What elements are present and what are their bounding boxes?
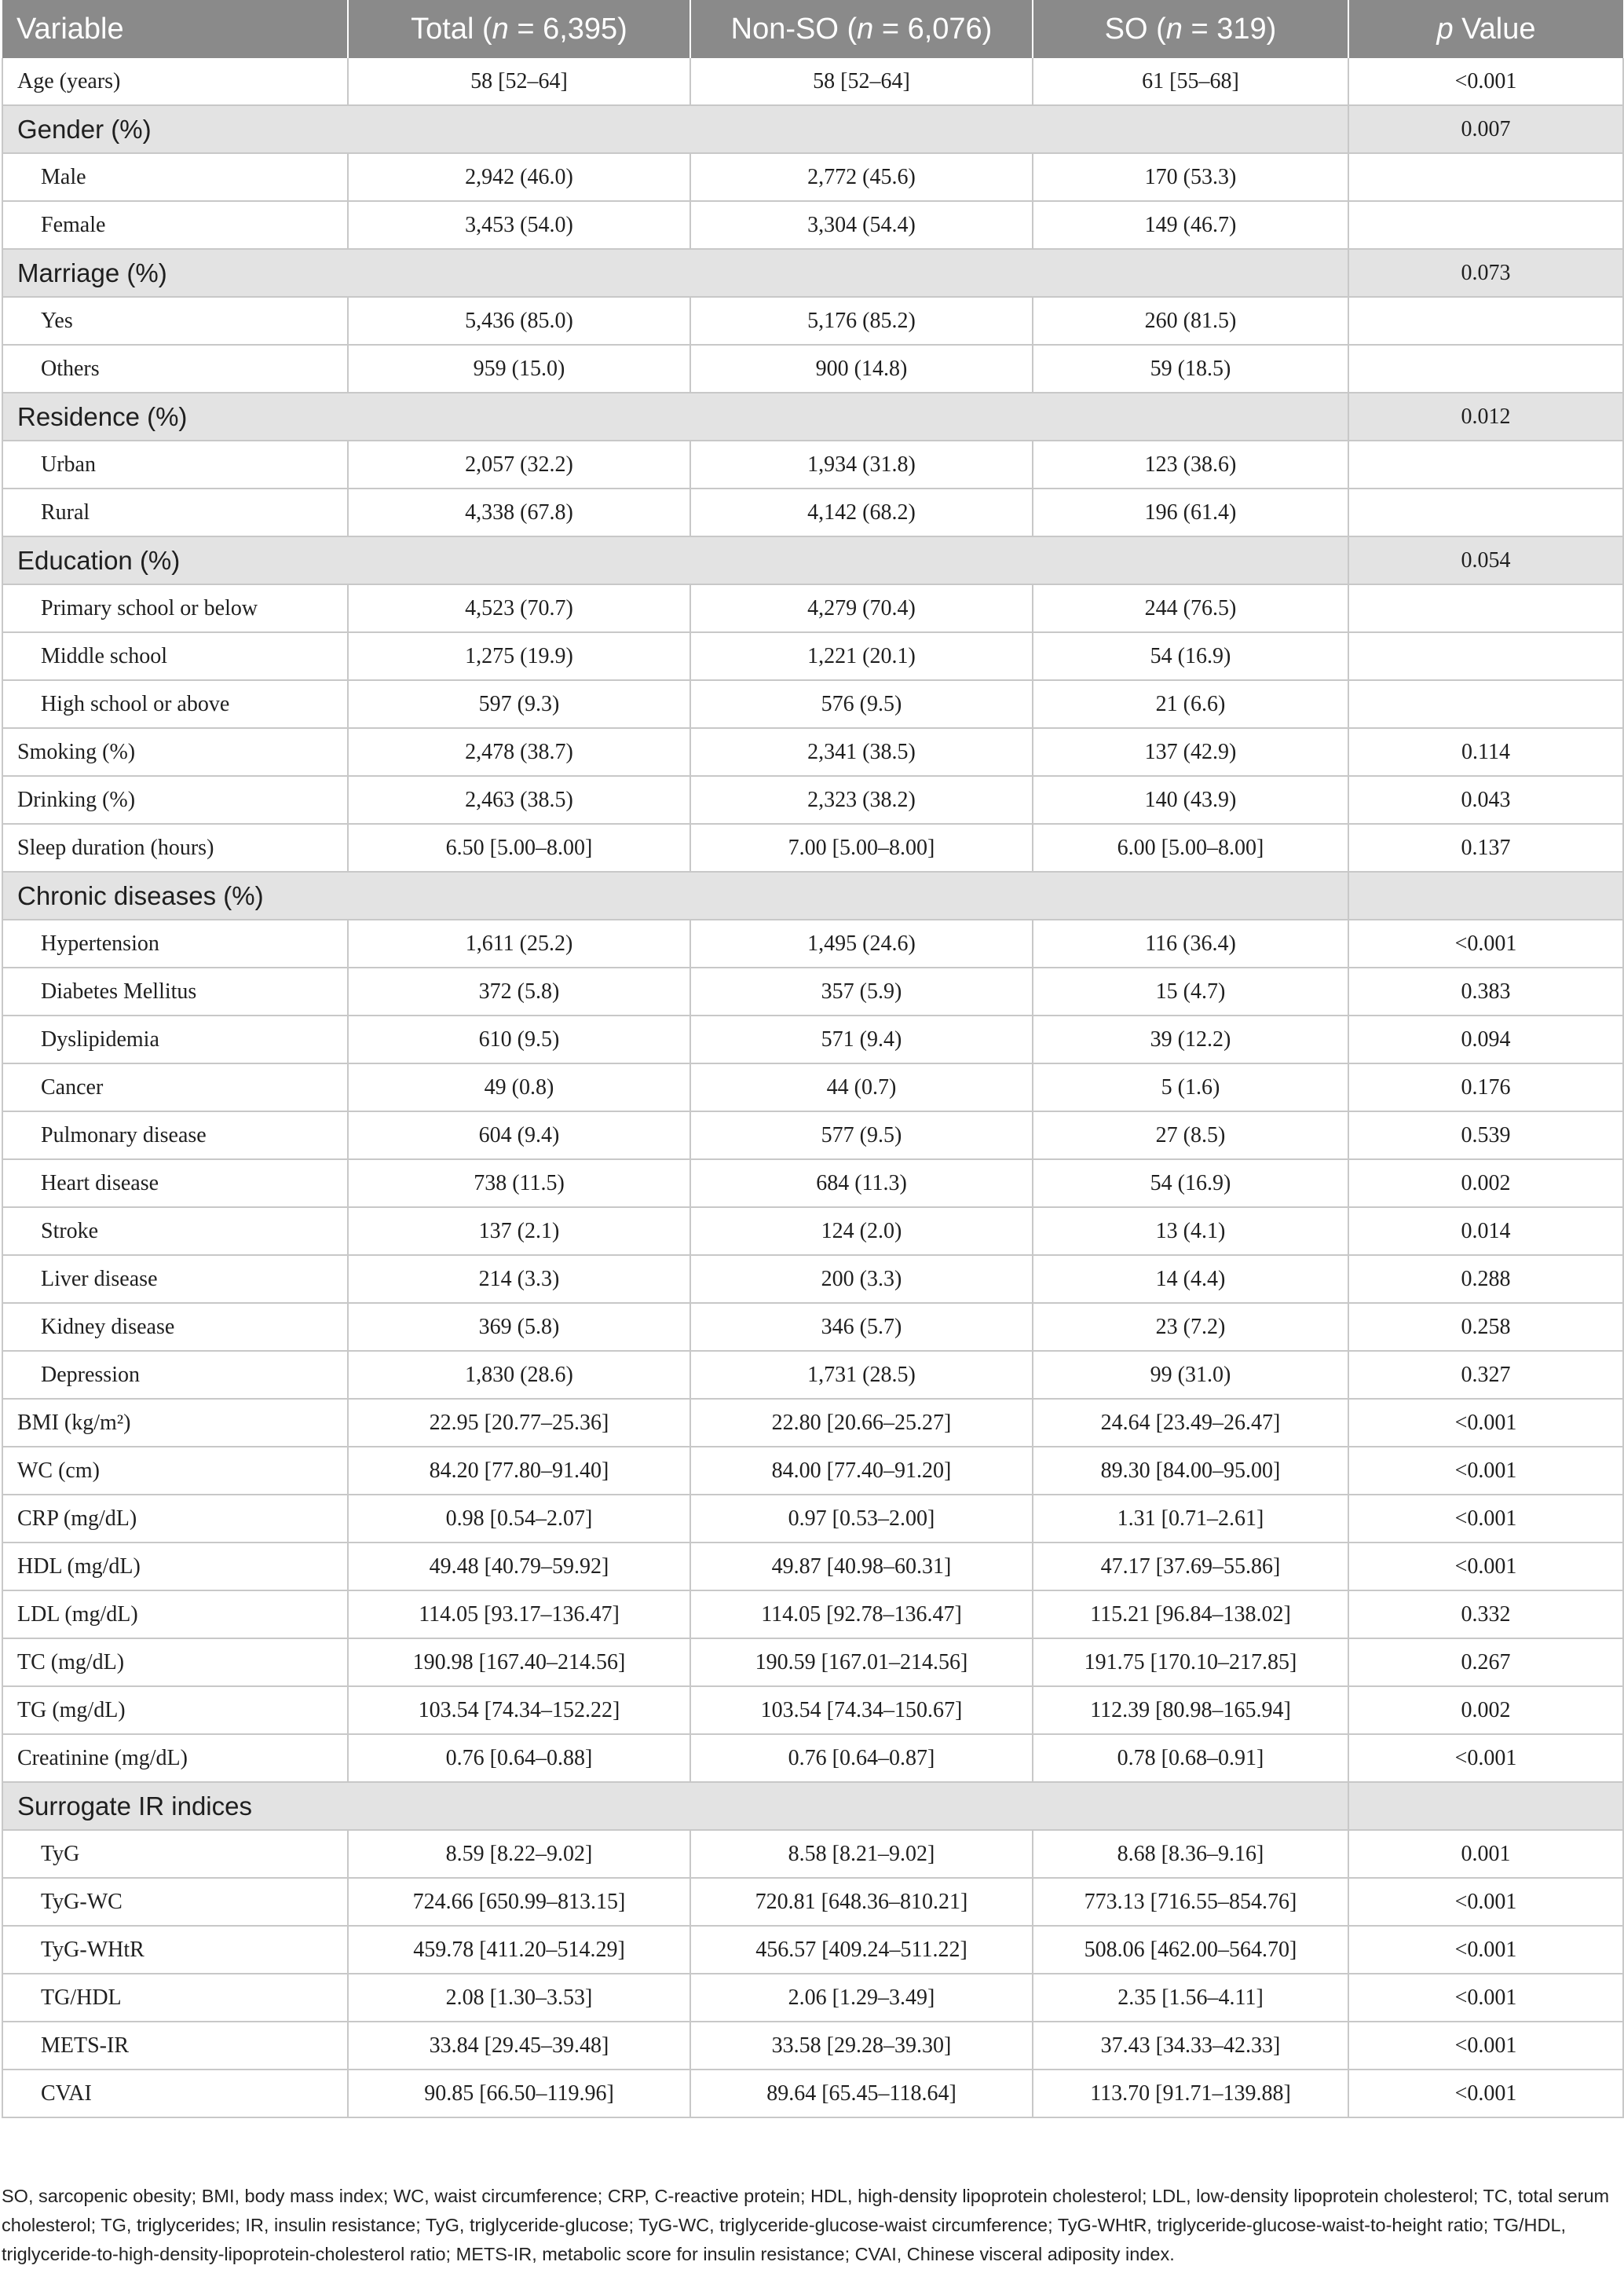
total-cell: 369 (5.8) bbox=[348, 1303, 690, 1351]
p-value-cell bbox=[1348, 584, 1623, 632]
table-row bbox=[2, 728, 1623, 776]
variable-cell: Diabetes Mellitus bbox=[2, 968, 348, 1016]
so-cell: 260 (81.5) bbox=[1033, 297, 1348, 345]
non-so-cell: 22.80 [20.66–25.27] bbox=[690, 1399, 1033, 1447]
table-row bbox=[2, 201, 1623, 249]
total-cell: 2,942 (46.0) bbox=[348, 153, 690, 201]
p-value-cell: 0.002 bbox=[1348, 1159, 1623, 1207]
non-so-cell: 0.76 [0.64–0.87] bbox=[690, 1734, 1033, 1782]
p-value-cell: 0.114 bbox=[1348, 728, 1623, 776]
table-row bbox=[2, 1495, 1623, 1543]
non-so-cell: 576 (9.5) bbox=[690, 680, 1033, 728]
p-value-cell bbox=[1348, 201, 1623, 249]
p-value-cell: <0.001 bbox=[1348, 1495, 1623, 1543]
total-cell: 610 (9.5) bbox=[348, 1016, 690, 1063]
table-row bbox=[2, 1686, 1623, 1734]
non-so-cell: 2,341 (38.5) bbox=[690, 728, 1033, 776]
header-p-value: p Value bbox=[1348, 0, 1623, 58]
total-cell: 2,463 (38.5) bbox=[348, 776, 690, 824]
p-value-cell: 0.539 bbox=[1348, 1111, 1623, 1159]
p-value-cell bbox=[1348, 680, 1623, 728]
table-row bbox=[2, 824, 1623, 872]
total-cell: 2.08 [1.30–3.53] bbox=[348, 1974, 690, 2022]
variable-cell: Yes bbox=[2, 297, 348, 345]
p-value-cell: 0.383 bbox=[1348, 968, 1623, 1016]
group-p-value: 0.073 bbox=[1348, 249, 1623, 297]
variable-cell: Cancer bbox=[2, 1063, 348, 1111]
so-cell: 508.06 [462.00–564.70] bbox=[1033, 1926, 1348, 1974]
non-so-cell: 5,176 (85.2) bbox=[690, 297, 1033, 345]
non-so-cell: 2,772 (45.6) bbox=[690, 153, 1033, 201]
variable-cell: HDL (mg/dL) bbox=[2, 1543, 348, 1590]
group-header-row bbox=[2, 872, 1623, 920]
header-total: Total (n = 6,395) bbox=[348, 0, 690, 58]
variable-cell: TG (mg/dL) bbox=[2, 1686, 348, 1734]
table-row bbox=[2, 1351, 1623, 1399]
total-cell: 2,057 (32.2) bbox=[348, 441, 690, 489]
variable-cell: Primary school or below bbox=[2, 584, 348, 632]
non-so-cell: 190.59 [167.01–214.56] bbox=[690, 1638, 1033, 1686]
total-cell: 58 [52–64] bbox=[348, 58, 690, 105]
p-value-cell bbox=[1348, 297, 1623, 345]
variable-cell: Sleep duration (hours) bbox=[2, 824, 348, 872]
table-row bbox=[2, 632, 1623, 680]
table-row bbox=[2, 1255, 1623, 1303]
total-cell: 738 (11.5) bbox=[348, 1159, 690, 1207]
non-so-cell: 44 (0.7) bbox=[690, 1063, 1033, 1111]
table-row bbox=[2, 680, 1623, 728]
variable-cell: Depression bbox=[2, 1351, 348, 1399]
p-value-cell bbox=[1348, 632, 1623, 680]
variable-cell: TC (mg/dL) bbox=[2, 1638, 348, 1686]
non-so-cell: 684 (11.3) bbox=[690, 1159, 1033, 1207]
table-row bbox=[2, 1447, 1623, 1495]
p-value-cell: <0.001 bbox=[1348, 1399, 1623, 1447]
table-row bbox=[2, 1830, 1623, 1878]
total-cell: 214 (3.3) bbox=[348, 1255, 690, 1303]
total-cell: 49.48 [40.79–59.92] bbox=[348, 1543, 690, 1590]
group-label: Education (%) bbox=[2, 536, 1348, 584]
group-p-value bbox=[1348, 872, 1623, 920]
table-row bbox=[2, 345, 1623, 393]
group-label: Chronic diseases (%) bbox=[2, 872, 1348, 920]
table-row bbox=[2, 1590, 1623, 1638]
total-cell: 4,338 (67.8) bbox=[348, 489, 690, 536]
table-row bbox=[2, 920, 1623, 968]
table-row bbox=[2, 58, 1623, 105]
table-row bbox=[2, 2070, 1623, 2117]
group-header-row bbox=[2, 536, 1623, 584]
total-cell: 459.78 [411.20–514.29] bbox=[348, 1926, 690, 1974]
so-cell: 113.70 [91.71–139.88] bbox=[1033, 2070, 1348, 2117]
variable-cell: High school or above bbox=[2, 680, 348, 728]
so-cell: 244 (76.5) bbox=[1033, 584, 1348, 632]
variable-cell: Stroke bbox=[2, 1207, 348, 1255]
p-value-cell: 0.002 bbox=[1348, 1686, 1623, 1734]
non-so-cell: 456.57 [409.24–511.22] bbox=[690, 1926, 1033, 1974]
header-so: SO (n = 319) bbox=[1033, 0, 1348, 58]
total-cell: 3,453 (54.0) bbox=[348, 201, 690, 249]
table-row bbox=[2, 584, 1623, 632]
so-cell: 59 (18.5) bbox=[1033, 345, 1348, 393]
so-cell: 5 (1.6) bbox=[1033, 1063, 1348, 1111]
group-header-row bbox=[2, 249, 1623, 297]
total-cell: 84.20 [77.80–91.40] bbox=[348, 1447, 690, 1495]
so-cell: 13 (4.1) bbox=[1033, 1207, 1348, 1255]
so-cell: 99 (31.0) bbox=[1033, 1351, 1348, 1399]
non-so-cell: 114.05 [92.78–136.47] bbox=[690, 1590, 1033, 1638]
so-cell: 6.00 [5.00–8.00] bbox=[1033, 824, 1348, 872]
table-body bbox=[2, 58, 1623, 2117]
total-cell: 4,523 (70.7) bbox=[348, 584, 690, 632]
group-p-value: 0.007 bbox=[1348, 105, 1623, 153]
variable-cell: TG/HDL bbox=[2, 1974, 348, 2022]
total-cell: 959 (15.0) bbox=[348, 345, 690, 393]
total-cell: 1,611 (25.2) bbox=[348, 920, 690, 968]
variable-cell: Pulmonary disease bbox=[2, 1111, 348, 1159]
total-cell: 90.85 [66.50–119.96] bbox=[348, 2070, 690, 2117]
variable-cell: Age (years) bbox=[2, 58, 348, 105]
table-row bbox=[2, 153, 1623, 201]
p-value-cell: <0.001 bbox=[1348, 1926, 1623, 1974]
p-value-cell: <0.001 bbox=[1348, 920, 1623, 968]
non-so-cell: 900 (14.8) bbox=[690, 345, 1033, 393]
baseline-characteristics-table bbox=[2, 0, 1624, 2118]
so-cell: 24.64 [23.49–26.47] bbox=[1033, 1399, 1348, 1447]
p-value-cell: 0.258 bbox=[1348, 1303, 1623, 1351]
table-row bbox=[2, 1016, 1623, 1063]
table-row bbox=[2, 1926, 1623, 1974]
variable-cell: CRP (mg/dL) bbox=[2, 1495, 348, 1543]
non-so-cell: 8.58 [8.21–9.02] bbox=[690, 1830, 1033, 1878]
variable-cell: Hypertension bbox=[2, 920, 348, 968]
total-cell: 597 (9.3) bbox=[348, 680, 690, 728]
so-cell: 14 (4.4) bbox=[1033, 1255, 1348, 1303]
table-row bbox=[2, 2022, 1623, 2070]
so-cell: 149 (46.7) bbox=[1033, 201, 1348, 249]
total-cell: 1,275 (19.9) bbox=[348, 632, 690, 680]
variable-cell: Female bbox=[2, 201, 348, 249]
so-cell: 54 (16.9) bbox=[1033, 632, 1348, 680]
so-cell: 123 (38.6) bbox=[1033, 441, 1348, 489]
table-row bbox=[2, 1159, 1623, 1207]
non-so-cell: 720.81 [648.36–810.21] bbox=[690, 1878, 1033, 1926]
non-so-cell: 1,731 (28.5) bbox=[690, 1351, 1033, 1399]
non-so-cell: 200 (3.3) bbox=[690, 1255, 1033, 1303]
non-so-cell: 4,142 (68.2) bbox=[690, 489, 1033, 536]
variable-cell: Drinking (%) bbox=[2, 776, 348, 824]
total-cell: 2,478 (38.7) bbox=[348, 728, 690, 776]
variable-cell: Male bbox=[2, 153, 348, 201]
total-cell: 1,830 (28.6) bbox=[348, 1351, 690, 1399]
variable-cell: CVAI bbox=[2, 2070, 348, 2117]
table-row bbox=[2, 441, 1623, 489]
group-header-row bbox=[2, 105, 1623, 153]
p-value-cell bbox=[1348, 441, 1623, 489]
table-row bbox=[2, 1878, 1623, 1926]
so-cell: 1.31 [0.71–2.61] bbox=[1033, 1495, 1348, 1543]
p-value-cell: 0.094 bbox=[1348, 1016, 1623, 1063]
non-so-cell: 7.00 [5.00–8.00] bbox=[690, 824, 1033, 872]
p-value-cell bbox=[1348, 489, 1623, 536]
p-value-cell: 0.267 bbox=[1348, 1638, 1623, 1686]
table-row bbox=[2, 1734, 1623, 1782]
non-so-cell: 58 [52–64] bbox=[690, 58, 1033, 105]
so-cell: 21 (6.6) bbox=[1033, 680, 1348, 728]
variable-cell: Smoking (%) bbox=[2, 728, 348, 776]
table-row bbox=[2, 776, 1623, 824]
non-so-cell: 1,221 (20.1) bbox=[690, 632, 1033, 680]
so-cell: 140 (43.9) bbox=[1033, 776, 1348, 824]
total-cell: 190.98 [167.40–214.56] bbox=[348, 1638, 690, 1686]
group-label: Surrogate IR indices bbox=[2, 1782, 1348, 1830]
table-header-row bbox=[2, 0, 1623, 58]
group-p-value bbox=[1348, 1782, 1623, 1830]
p-value-cell: <0.001 bbox=[1348, 1447, 1623, 1495]
p-value-cell bbox=[1348, 345, 1623, 393]
total-cell: 8.59 [8.22–9.02] bbox=[348, 1830, 690, 1878]
non-so-cell: 103.54 [74.34–150.67] bbox=[690, 1686, 1033, 1734]
non-so-cell: 1,495 (24.6) bbox=[690, 920, 1033, 968]
non-so-cell: 2,323 (38.2) bbox=[690, 776, 1033, 824]
p-value-cell: <0.001 bbox=[1348, 1543, 1623, 1590]
total-cell: 724.66 [650.99–813.15] bbox=[348, 1878, 690, 1926]
p-value-cell: 0.332 bbox=[1348, 1590, 1623, 1638]
non-so-cell: 124 (2.0) bbox=[690, 1207, 1033, 1255]
table-footnote: SO, sarcopenic obesity; BMI, body mass index; WC, waist circumference; CRP, C-reactive protein; HDL, high-density lipoprotein cholesterol; LDL, low-density lipoprotein cholesterol; TC, total serum cholesterol; TG, triglycerides; IR, insulin resistance; TyG, triglyceride-glucose; TyG-WC, triglyceride-glucose-waist circumference; TyG-WHtR, triglyceride-glucose-waist-to-height ratio; TG/HDL, triglyceride-to-high-density-lipoprotein-cholesterol ratio; METS-IR, metabolic score for insulin resistance; CVAI, Chinese visceral adiposity index. bbox=[2, 2186, 1610, 2264]
non-so-cell: 4,279 (70.4) bbox=[690, 584, 1033, 632]
p-value-cell bbox=[1348, 153, 1623, 201]
so-cell: 89.30 [84.00–95.00] bbox=[1033, 1447, 1348, 1495]
so-cell: 773.13 [716.55–854.76] bbox=[1033, 1878, 1348, 1926]
variable-cell: Liver disease bbox=[2, 1255, 348, 1303]
non-so-cell: 89.64 [65.45–118.64] bbox=[690, 2070, 1033, 2117]
p-value-cell: <0.001 bbox=[1348, 1974, 1623, 2022]
so-cell: 54 (16.9) bbox=[1033, 1159, 1348, 1207]
table-row bbox=[2, 297, 1623, 345]
p-value-cell: <0.001 bbox=[1348, 1878, 1623, 1926]
p-value-cell: 0.176 bbox=[1348, 1063, 1623, 1111]
total-cell: 33.84 [29.45–39.48] bbox=[348, 2022, 690, 2070]
so-cell: 170 (53.3) bbox=[1033, 153, 1348, 201]
table-row bbox=[2, 1543, 1623, 1590]
so-cell: 2.35 [1.56–4.11] bbox=[1033, 1974, 1348, 2022]
header-variable: Variable bbox=[2, 0, 348, 58]
variable-cell: Creatinine (mg/dL) bbox=[2, 1734, 348, 1782]
p-value-cell: <0.001 bbox=[1348, 1734, 1623, 1782]
total-cell: 6.50 [5.00–8.00] bbox=[348, 824, 690, 872]
group-label: Marriage (%) bbox=[2, 249, 1348, 297]
so-cell: 15 (4.7) bbox=[1033, 968, 1348, 1016]
so-cell: 112.39 [80.98–165.94] bbox=[1033, 1686, 1348, 1734]
variable-cell: Others bbox=[2, 345, 348, 393]
variable-cell: WC (cm) bbox=[2, 1447, 348, 1495]
so-cell: 37.43 [34.33–42.33] bbox=[1033, 2022, 1348, 2070]
table-row bbox=[2, 1063, 1623, 1111]
so-cell: 0.78 [0.68–0.91] bbox=[1033, 1734, 1348, 1782]
so-cell: 196 (61.4) bbox=[1033, 489, 1348, 536]
variable-cell: METS-IR bbox=[2, 2022, 348, 2070]
so-cell: 116 (36.4) bbox=[1033, 920, 1348, 968]
total-cell: 5,436 (85.0) bbox=[348, 297, 690, 345]
variable-cell: LDL (mg/dL) bbox=[2, 1590, 348, 1638]
table-row bbox=[2, 1974, 1623, 2022]
table-row bbox=[2, 1207, 1623, 1255]
total-cell: 103.54 [74.34–152.22] bbox=[348, 1686, 690, 1734]
total-cell: 0.76 [0.64–0.88] bbox=[348, 1734, 690, 1782]
variable-cell: Urban bbox=[2, 441, 348, 489]
non-so-cell: 346 (5.7) bbox=[690, 1303, 1033, 1351]
so-cell: 47.17 [37.69–55.86] bbox=[1033, 1543, 1348, 1590]
group-p-value: 0.054 bbox=[1348, 536, 1623, 584]
table-row bbox=[2, 1638, 1623, 1686]
so-cell: 23 (7.2) bbox=[1033, 1303, 1348, 1351]
total-cell: 372 (5.8) bbox=[348, 968, 690, 1016]
p-value-cell: 0.014 bbox=[1348, 1207, 1623, 1255]
total-cell: 604 (9.4) bbox=[348, 1111, 690, 1159]
table-row bbox=[2, 1111, 1623, 1159]
group-p-value: 0.012 bbox=[1348, 393, 1623, 441]
table-row bbox=[2, 1399, 1623, 1447]
p-value-cell: 0.043 bbox=[1348, 776, 1623, 824]
non-so-cell: 33.58 [29.28–39.30] bbox=[690, 2022, 1033, 2070]
non-so-cell: 2.06 [1.29–3.49] bbox=[690, 1974, 1033, 2022]
so-cell: 61 [55–68] bbox=[1033, 58, 1348, 105]
p-value-cell: 0.327 bbox=[1348, 1351, 1623, 1399]
variable-cell: TyG-WHtR bbox=[2, 1926, 348, 1974]
non-so-cell: 1,934 (31.8) bbox=[690, 441, 1033, 489]
group-label: Gender (%) bbox=[2, 105, 1348, 153]
so-cell: 115.21 [96.84–138.02] bbox=[1033, 1590, 1348, 1638]
so-cell: 39 (12.2) bbox=[1033, 1016, 1348, 1063]
variable-cell: Rural bbox=[2, 489, 348, 536]
non-so-cell: 49.87 [40.98–60.31] bbox=[690, 1543, 1033, 1590]
non-so-cell: 3,304 (54.4) bbox=[690, 201, 1033, 249]
variable-cell: TyG-WC bbox=[2, 1878, 348, 1926]
so-cell: 8.68 [8.36–9.16] bbox=[1033, 1830, 1348, 1878]
group-header-row bbox=[2, 1782, 1623, 1830]
non-so-cell: 0.97 [0.53–2.00] bbox=[690, 1495, 1033, 1543]
table-row bbox=[2, 968, 1623, 1016]
header-non-so: Non-SO (n = 6,076) bbox=[690, 0, 1033, 58]
p-value-cell: <0.001 bbox=[1348, 2070, 1623, 2117]
group-label: Residence (%) bbox=[2, 393, 1348, 441]
variable-cell: TyG bbox=[2, 1830, 348, 1878]
variable-cell: BMI (kg/m²) bbox=[2, 1399, 348, 1447]
table-row bbox=[2, 1303, 1623, 1351]
variable-cell: Dyslipidemia bbox=[2, 1016, 348, 1063]
group-header-row bbox=[2, 393, 1623, 441]
non-so-cell: 577 (9.5) bbox=[690, 1111, 1033, 1159]
so-cell: 191.75 [170.10–217.85] bbox=[1033, 1638, 1348, 1686]
table-row bbox=[2, 489, 1623, 536]
total-cell: 49 (0.8) bbox=[348, 1063, 690, 1111]
p-value-cell: <0.001 bbox=[1348, 58, 1623, 105]
non-so-cell: 84.00 [77.40–91.20] bbox=[690, 1447, 1033, 1495]
p-value-cell: <0.001 bbox=[1348, 2022, 1623, 2070]
total-cell: 22.95 [20.77–25.36] bbox=[348, 1399, 690, 1447]
so-cell: 137 (42.9) bbox=[1033, 728, 1348, 776]
so-cell: 27 (8.5) bbox=[1033, 1111, 1348, 1159]
p-value-cell: 0.001 bbox=[1348, 1830, 1623, 1878]
non-so-cell: 571 (9.4) bbox=[690, 1016, 1033, 1063]
total-cell: 0.98 [0.54–2.07] bbox=[348, 1495, 690, 1543]
total-cell: 137 (2.1) bbox=[348, 1207, 690, 1255]
variable-cell: Heart disease bbox=[2, 1159, 348, 1207]
p-value-cell: 0.137 bbox=[1348, 824, 1623, 872]
p-value-cell: 0.288 bbox=[1348, 1255, 1623, 1303]
total-cell: 114.05 [93.17–136.47] bbox=[348, 1590, 690, 1638]
variable-cell: Middle school bbox=[2, 632, 348, 680]
non-so-cell: 357 (5.9) bbox=[690, 968, 1033, 1016]
variable-cell: Kidney disease bbox=[2, 1303, 348, 1351]
